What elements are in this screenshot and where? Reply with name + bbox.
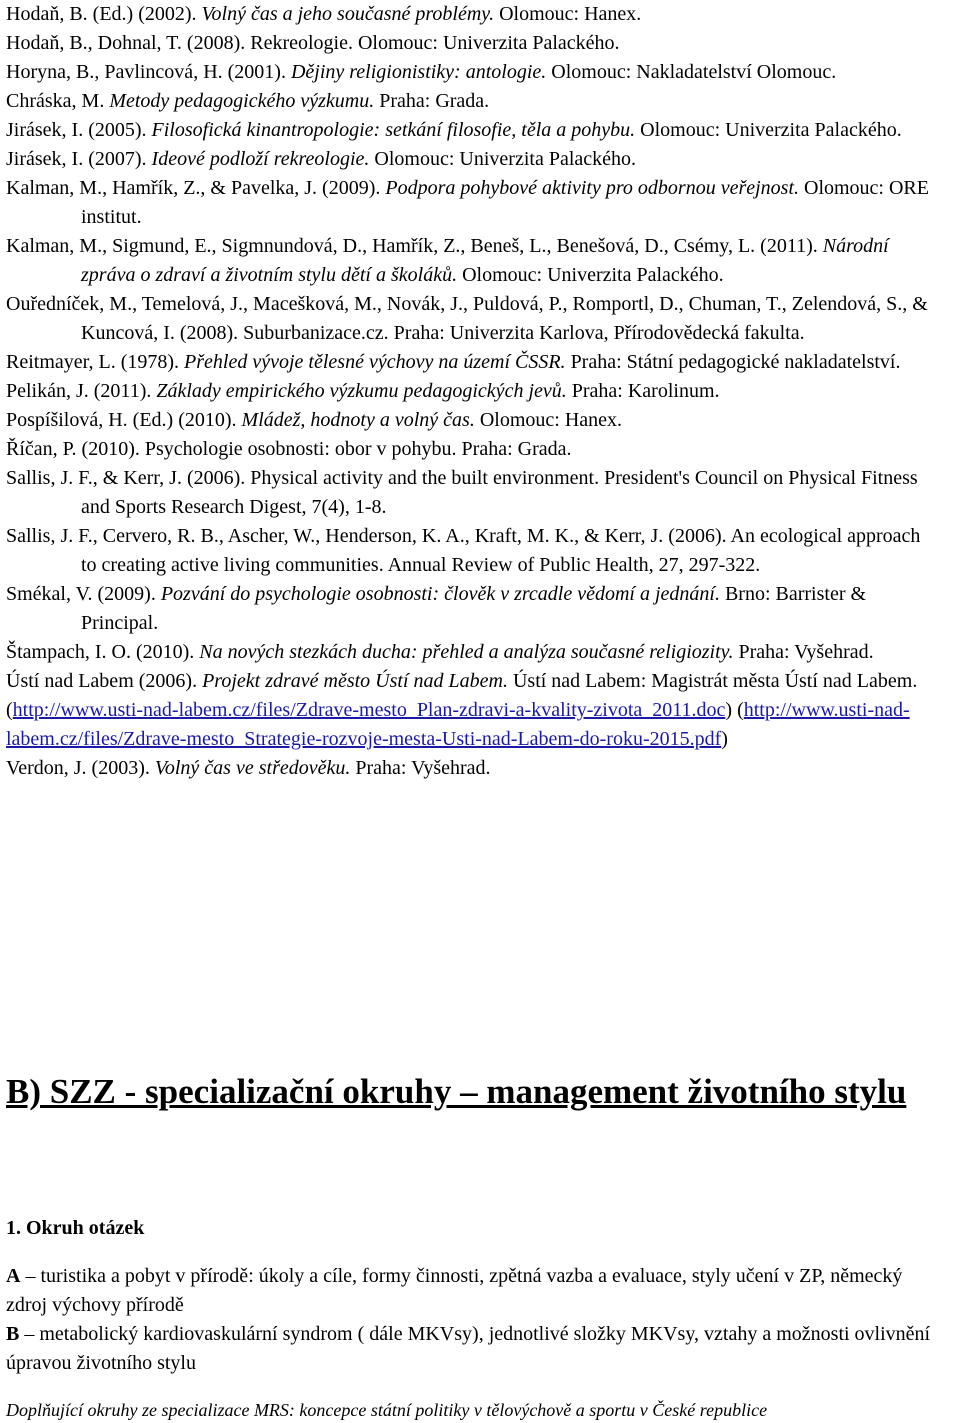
- reference-entry: Horyna, B., Pavlincová, H. (2001). Dějiny religionistiky: antologie. Olomouc: Nakladatelství Olomouc.: [6, 61, 837, 83]
- section-heading: B) SZZ - specializační okruhy – management životního stylu: [6, 1072, 907, 1111]
- reference-entry: Říčan, P. (2010). Psychologie osobnosti: obor v pohybu. Praha: Grada.: [6, 438, 572, 460]
- footer-text: Doplňující okruhy ze specializace MRS: koncepce státní politiky v tělovýchově a sportu v České republice: [6, 1400, 768, 1420]
- page-footer: [6, 1398, 936, 1422]
- section-heading-block: [6, 1070, 936, 1114]
- reference-entry: Jirásek, I. (2005). Filosofická kinantropologie: setkání filosofie, těla a pohybu. Olomouc: Univerzita Palackého.: [6, 119, 902, 141]
- question-item-b: B – metabolický kardiovaskulární syndrom ( dále MKVsy), jednotlivé složky MKVsy, vztahy a možnosti ovlivnění úpravou životního stylu: [6, 1323, 931, 1374]
- reference-link-strategie-rozvoje[interactable]: http://www.usti-nad-labem.cz/files/Zdrave-mesto_Strategie-rozvoje-mesta-Usti-nad-Labem-do-roku-2015.pdf: [6, 699, 910, 750]
- reference-entry-usti: Ústí nad Labem (2006). Projekt zdravé město Ústí nad Labem. Ústí nad Labem: Magistrát města Ústí nad Labem. (http://www.usti-nad-labem.cz/files/Zdrave-mesto_Plan-zdravi-a-kvality-zivota_2011.doc) (http://www.usti-nad-labem.cz/files/Zdrave-mesto_Strategie-rozvoje-mesta-Usti-nad-Labem-do-roku-2015.pdf): [6, 670, 918, 750]
- reference-entry: Jirásek, I. (2007). Ideové podloží rekreologie. Olomouc: Univerzita Palackého.: [6, 148, 637, 170]
- reference-entry: Hodaň, B. (Ed.) (2002). Volný čas a jeho současné problémy. Olomouc: Hanex.: [6, 3, 642, 25]
- reference-entry: Pelikán, J. (2011). Základy empirického výzkumu pedagogických jevů. Praha: Karolinum.: [6, 380, 720, 402]
- question-block: [6, 1214, 936, 1378]
- reference-link-plan-zdravi[interactable]: http://www.usti-nad-labem.cz/files/Zdrave-mesto_Plan-zdravi-a-kvality-zivota_2011.doc: [12, 699, 726, 721]
- reference-entry: Ouředníček, M., Temelová, J., Macešková, M., Novák, J., Puldová, P., Romportl, D., Chuman, T., Zelendová, S., & Kuncová, I. (2008). Suburbanizace.cz. Praha: Univerzita Karlova, Přírodovědecká fakulta.: [6, 293, 928, 344]
- reference-entry: Štampach, I. O. (2010). Na nových stezkách ducha: přehled a analýza současné religiozity. Praha: Vyšehrad.: [6, 641, 874, 663]
- subsection-heading: 1. Okruh otázek: [6, 1217, 145, 1239]
- reference-entry: Pospíšilová, H. (Ed.) (2010). Mládež, hodnoty a volný čas. Olomouc: Hanex.: [6, 409, 623, 431]
- reference-entry: Verdon, J. (2003). Volný čas ve středověku. Praha: Vyšehrad.: [6, 757, 491, 779]
- reference-entry: Hodaň, B., Dohnal, T. (2008). Rekreologie. Olomouc: Univerzita Palackého.: [6, 32, 620, 54]
- reference-entry: Reitmayer, L. (1978). Přehled vývoje tělesné výchovy na území ČSSR. Praha: Státní pedagogické nakladatelství.: [6, 351, 901, 373]
- reference-entry: Chráska, M. Metody pedagogického výzkumu. Praha: Grada.: [6, 90, 490, 112]
- reference-entry: Smékal, V. (2009). Pozvání do psychologie osobnosti: člověk v zrcadle vědomí a jednání. Brno: Barrister & Principal.: [6, 583, 867, 634]
- reference-entry: Kalman, M., Sigmund, E., Sigmnundová, D., Hamřík, Z., Beneš, L., Benešová, D., Csémy, L. (2011). Národní zpráva o zdraví a životním stylu dětí a školáků. Olomouc: Univerzita Palackého.: [6, 235, 889, 286]
- reference-entry: Kalman, M., Hamřík, Z., & Pavelka, J. (2009). Podpora pohybové aktivity pro odbornou veřejnost. Olomouc: ORE institut.: [6, 177, 929, 228]
- reference-entry: Sallis, J. F., Cervero, R. B., Ascher, W., Henderson, K. A., Kraft, M. K., & Kerr, J. (2006). An ecological approach to creating active living communities. Annual Review of Public Health, 27, 297-322.: [6, 525, 921, 576]
- reference-list: [6, 0, 936, 783]
- question-item-a: A – turistika a pobyt v přírodě: úkoly a cíle, formy činnosti, zpětná vazba a evaluace, styly učení v ZP, německý zdroj výchovy přírodě: [6, 1265, 903, 1316]
- reference-entry: Sallis, J. F., & Kerr, J. (2006). Physical activity and the built environment. President's Council on Physical Fitness and Sports Research Digest, 7(4), 1-8.: [6, 467, 918, 518]
